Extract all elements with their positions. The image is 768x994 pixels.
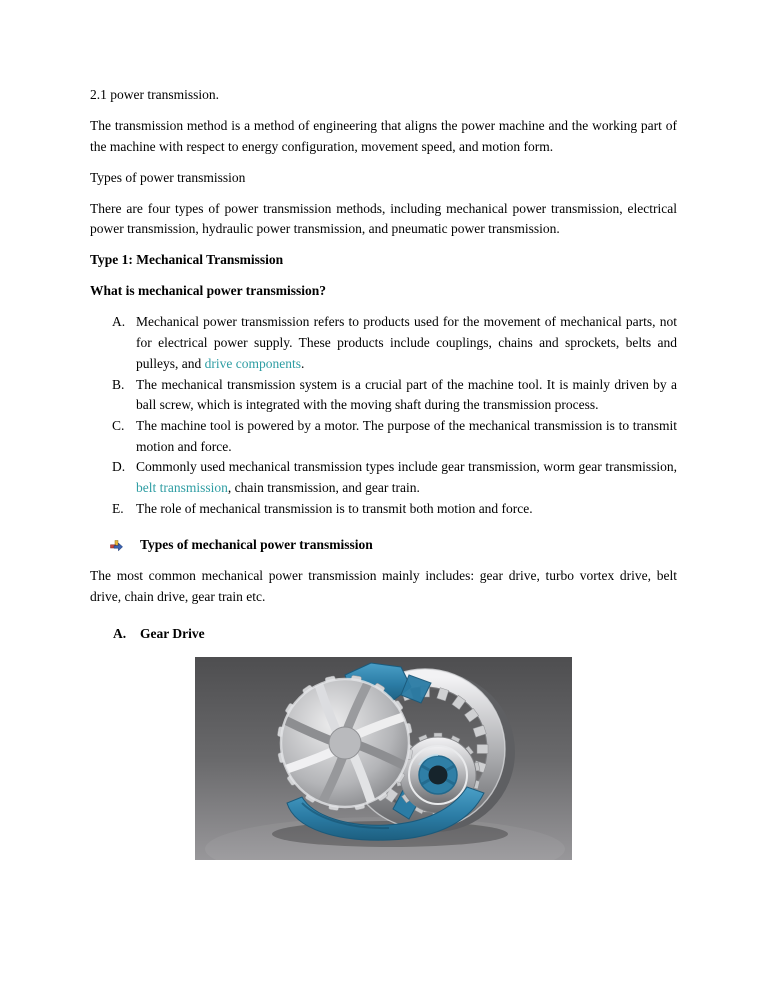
list-item-b bbox=[112, 375, 677, 416]
list-item-text: Commonly used mechanical transmission types include gear transmission, worm gear transmission, bbox=[136, 459, 677, 475]
mechanical-transmission-list bbox=[90, 312, 677, 519]
list-item-d bbox=[112, 457, 677, 498]
list-item-label: D. bbox=[112, 459, 126, 475]
list-item-label: B. bbox=[112, 376, 125, 392]
list-item-text: . bbox=[300, 355, 305, 371]
list-item-label: C. bbox=[112, 417, 125, 433]
intro-paragraph: The transmission method is a method of engineering that aligns the power machine and the working part of the machine with respect to energy configuration, movement speed, and motion form. bbox=[90, 118, 677, 154]
gear-drive-image bbox=[195, 657, 572, 860]
list-item-text: The mechanical transmission system is a crucial part of the machine tool. It is mainly driven by a ball screw, which is integrated with the moving shaft during the transmission process. bbox=[136, 376, 677, 413]
gear-drive-heading-title: Gear Drive bbox=[140, 625, 205, 641]
gear-drive-heading-label: A. bbox=[113, 625, 127, 641]
list-item-a bbox=[112, 312, 677, 374]
section-heading: 2.1 power transmission. bbox=[90, 87, 219, 102]
gear-drive-heading bbox=[90, 624, 677, 645]
types-heading: Types of power transmission bbox=[90, 169, 246, 185]
types-paragraph: There are four types of power transmission methods, including mechanical power transmission, electrical power transmission, hydraulic power transmission, and pneumatic power transmission. bbox=[90, 200, 677, 237]
list-item-e bbox=[112, 499, 677, 520]
list-item-text: , chain transmission, and gear train. bbox=[227, 480, 420, 496]
list-item-c bbox=[112, 416, 677, 457]
list-item-text: The role of mechanical transmission is to transmit both motion and force. bbox=[136, 500, 533, 516]
type1-heading: Type 1: Mechanical Transmission bbox=[90, 252, 284, 268]
list-item-label: A. bbox=[112, 314, 126, 330]
bullet-heading-text: Types of mechanical power transmission bbox=[140, 537, 373, 553]
list-item-text: The machine tool is powered by a motor. The purpose of the mechanical transmission is to transmit motion and force. bbox=[136, 417, 677, 454]
list-item-text: Mechanical power transmission refers to products used for the movement of mechanical parts, not for electrical power supply. These products include couplings, chains and sprockets, belts and pulleys, and bbox=[136, 314, 677, 371]
belt-transmission-link[interactable]: belt transmission bbox=[136, 480, 228, 496]
common-paragraph: The most common mechanical power transmission mainly includes: gear drive, turbo vortex drive, belt drive, chain drive, gear train etc. bbox=[90, 568, 677, 605]
arrow-bullet-icon bbox=[110, 539, 123, 552]
question-heading: What is mechanical power transmission? bbox=[90, 283, 327, 299]
gear-drive-figure bbox=[195, 657, 572, 860]
drive-components-link[interactable]: drive components bbox=[204, 355, 301, 371]
list-item-label: E. bbox=[112, 500, 124, 516]
bullet-heading bbox=[90, 535, 677, 556]
